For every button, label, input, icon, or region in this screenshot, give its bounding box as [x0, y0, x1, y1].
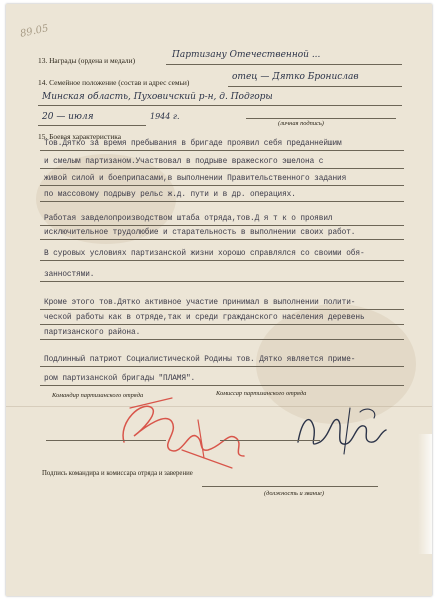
commander-signature	[112, 392, 262, 474]
characteristic-line: и смелым партизаном.Участвовал в подрыве вражеского эшелона с	[44, 158, 324, 166]
characteristic-rule	[40, 239, 404, 240]
field13-rule	[166, 64, 402, 65]
field13-value: Партизану Отечественной ...	[172, 50, 321, 60]
characteristic-rule	[40, 201, 404, 202]
field14-rule2	[38, 105, 402, 106]
commissar-label: Комиссар партизанского отряда	[216, 390, 307, 397]
characteristic-line: Подлинный патриот Социалистической Родины тов. Дятко является приме-	[44, 356, 356, 364]
characteristic-line: Кроме этого тов.Дятко активное участие принимал в выполнении полити-	[44, 299, 356, 307]
footer-rule	[202, 486, 378, 487]
characteristic-line: живой силой и боеприпасами,в выполнении Правительственного задания	[44, 175, 347, 183]
field14-signature-rule	[246, 118, 396, 119]
characteristic-rule	[40, 150, 404, 151]
commissar-sign-rule	[220, 440, 320, 441]
characteristic-line: В суровых условиях партизанской жизни хорошо справлялся со своими обя-	[44, 250, 365, 258]
characteristic-rule	[40, 324, 404, 325]
field14-line2: Минская область, Пуховичский р-н, д. Подгоры	[42, 92, 273, 102]
characteristic-rule	[40, 225, 404, 226]
characteristic-rule	[40, 366, 404, 367]
field14-signature-caption: (личная подпись)	[278, 120, 324, 127]
field14-date-year: 1944 г.	[150, 112, 180, 121]
footer-caption: (должность и звание)	[264, 490, 324, 497]
characteristic-rule	[40, 260, 404, 261]
characteristic-line: Работая завделопроизводством штаба отряда,тов.Д я т к о проявил	[44, 215, 333, 223]
characteristic-line: исключительное трудолюбие и старательность в выполнении своих работ.	[44, 229, 356, 237]
field15-label: 15. Боевая характеристика	[38, 132, 122, 141]
page-number: 89.05	[19, 23, 50, 40]
characteristic-line: ром партизанской бригады "ПЛАМЯ".	[44, 375, 196, 383]
torn-edge	[418, 434, 432, 554]
characteristic-rule	[40, 281, 404, 282]
commissar-signature	[290, 402, 390, 462]
document-page	[6, 4, 432, 596]
field14-date-day: 20 — июля	[42, 112, 94, 122]
characteristic-rule	[40, 185, 404, 186]
commander-sign-rule	[46, 440, 166, 441]
characteristic-rule	[40, 339, 404, 340]
characteristic-line: Тов.Дятко за время пребывания в бригаде проявил себя преданнейшим	[44, 140, 342, 148]
field14-date-rule	[38, 125, 146, 126]
characteristic-line: по массовому подрыву рельс ж.д. пути и в др. операциях.	[44, 191, 296, 199]
characteristic-rule	[40, 168, 404, 169]
field14-line1: отец — Дятко Бронислав	[232, 72, 359, 82]
footer-label: Подпись командира и комиссара отряда и заверение	[42, 470, 193, 477]
field14-rule1	[228, 86, 402, 87]
field13-label: 13. Награды (ордена и медали)	[38, 56, 136, 65]
characteristic-line: занностями.	[44, 271, 95, 279]
characteristic-rule	[40, 309, 404, 310]
characteristic-rule	[40, 385, 404, 386]
characteristic-line: партизанского района.	[44, 329, 141, 337]
commander-label: Командир партизанского отряда	[52, 392, 144, 399]
field14-label: 14. Семейное положение (состав и адрес семьи)	[38, 78, 190, 87]
characteristic-line: ческой работы как в отряде,так и среди гражданского населения деревень	[44, 314, 365, 322]
